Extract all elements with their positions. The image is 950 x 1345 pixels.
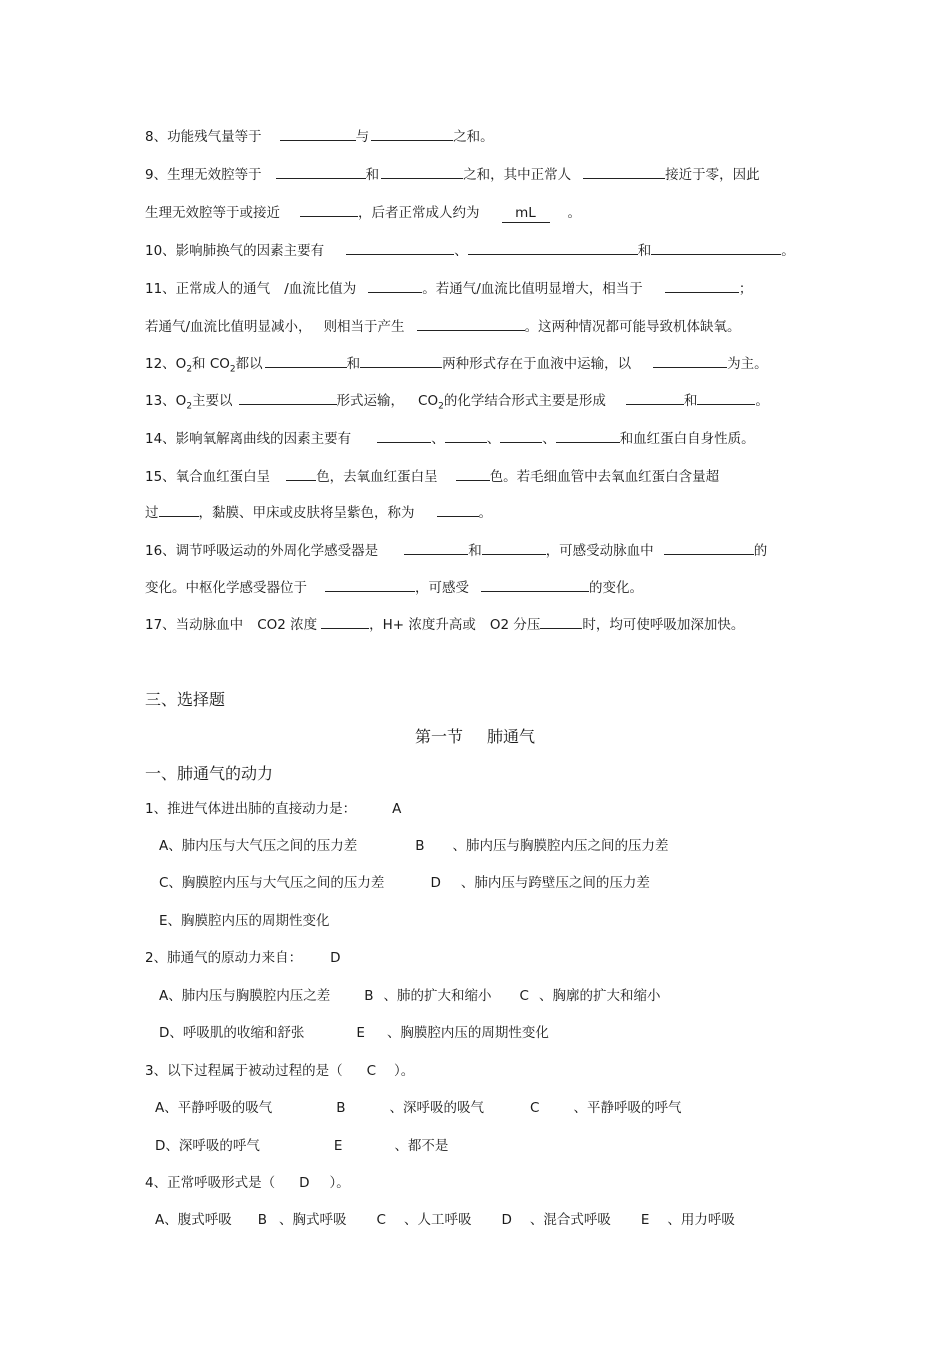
- q9-blank-4[interactable]: [300, 202, 358, 217]
- q14-blank-4[interactable]: [556, 428, 620, 443]
- question-15-cont: 过 ，黏膜、甲床或皮肤将呈紫色，称为 。: [145, 502, 492, 522]
- mcq-2-options-row1: A、肺内压与胸膜腔内压之差 B 、肺的扩大和缩小 C 、胸廓的扩大和缩小: [159, 988, 661, 1004]
- q11-blank-2[interactable]: [665, 278, 739, 293]
- answer: D: [330, 950, 341, 966]
- q12-blank-3[interactable]: [653, 353, 727, 368]
- q17-blank-1[interactable]: [321, 614, 369, 629]
- section-heading: 三、选择题: [145, 690, 226, 709]
- q9-blank-1[interactable]: [276, 164, 366, 179]
- q9-blank-3[interactable]: [583, 164, 665, 179]
- answer: D: [299, 1175, 310, 1191]
- mcq-4-stem: 4、正常呼吸形式是（ D ）。: [145, 1175, 350, 1191]
- q10-blank-1[interactable]: [346, 240, 454, 255]
- q14-blank-1[interactable]: [377, 428, 431, 443]
- q15-blank-1[interactable]: [286, 466, 316, 481]
- mcq-4-options-row1: A、腹式呼吸 B 、胸式呼吸 C 、人工呼吸 D 、混合式呼吸 E 、用力呼吸: [155, 1212, 735, 1228]
- question-13: 13、$O_2$主要以 形式运输， $CO_2$的化学结合形式主要是形成 和 。: [145, 390, 769, 416]
- question-9-cont: 生理无效腔等于或接近 ，后者正常成人约为 mL 。: [145, 202, 581, 223]
- q10-blank-3[interactable]: [651, 240, 781, 255]
- mcq-2-options-row2: D、呼吸肌的收缩和舒张 E 、胸膜腔内压的周期性变化: [159, 1025, 549, 1041]
- q9-blank-5: mL: [502, 204, 550, 223]
- question-16-cont: 变化。中枢化学感受器位于 ，可感受 的变化。: [145, 577, 643, 597]
- q16-blank-3[interactable]: [664, 540, 754, 555]
- question-14: 14、影响氧解离曲线的因素主要有 、 、 、 和血红蛋白自身性质。: [145, 428, 755, 448]
- question-8: 8、功能残气量等于 与 之和。: [145, 126, 494, 146]
- mcq-1-options-row3: E、胸膜腔内压的周期性变化: [159, 913, 330, 929]
- q13-blank-3[interactable]: [697, 390, 755, 405]
- mcq-1-stem: 1、推进气体进出肺的直接动力是： A: [145, 801, 402, 817]
- mcq-3-stem: 3、以下过程属于被动过程的是（ C ）。: [145, 1063, 415, 1079]
- question-11-cont: 若通气/血流比值明显减小， 则相当于产生 。这两种情况都可能导致机体缺氧。: [145, 316, 741, 336]
- question-16: 16、调节呼吸运动的外周化学感受器是 和 ，可感受动脉血中 的: [145, 540, 767, 560]
- q14-blank-3[interactable]: [500, 428, 542, 443]
- q12-blank-2[interactable]: [360, 353, 442, 368]
- q12-blank-1[interactable]: [265, 353, 347, 368]
- q13-blank-2[interactable]: [626, 390, 684, 405]
- question-12: 12、$O_2$和 $CO_2$都以 和 两种形式存在于血液中运输，以 为主。: [145, 353, 768, 379]
- question-10: 10、影响肺换气的因素主要有 、 和 。: [145, 240, 795, 260]
- question-15: 15、氧合血红蛋白呈 色，去氧血红蛋白呈 色。若毛细血管中去氧血红蛋白含量超: [145, 466, 719, 486]
- mcq-3-options-row2: D、深呼吸的呼气 E 、都不是: [155, 1138, 449, 1154]
- answer: C: [366, 1063, 377, 1079]
- q16-blank-1[interactable]: [404, 540, 468, 555]
- mcq-1-options-row2: C、胸膜腔内压与大气压之间的压力差 D 、肺内压与跨壁压之间的压力差: [159, 875, 650, 891]
- q11-blank-3[interactable]: [417, 316, 525, 331]
- q8-blank-1[interactable]: [280, 126, 356, 141]
- section-title: 第一节 肺通气: [414, 727, 536, 746]
- q15-blank-2[interactable]: [456, 466, 490, 481]
- q11-blank-1[interactable]: [368, 278, 422, 293]
- q16-blank-5[interactable]: [481, 577, 589, 592]
- q13-blank-1[interactable]: [239, 390, 337, 405]
- q8-blank-2[interactable]: [371, 126, 453, 141]
- q10-blank-2[interactable]: [468, 240, 638, 255]
- question-17: 17、当动脉血中 CO2 浓度 ，H+ 浓度升高或 O2 分压 时，均可使呼吸加深加快。: [145, 614, 744, 634]
- question-9: 9、生理无效腔等于 和 之和，其中正常人 接近于零，因此: [145, 164, 760, 184]
- q15-blank-3[interactable]: [159, 502, 199, 517]
- mcq-3-options-row1: A、平静呼吸的吸气 B 、深呼吸的吸气 C 、平静呼吸的呼气: [155, 1100, 682, 1116]
- q14-blank-2[interactable]: [445, 428, 487, 443]
- mcq-1-options-row1: A、肺内压与大气压之间的压力差 B 、肺内压与胸膜腔内压之间的压力差: [159, 838, 669, 854]
- q17-blank-2[interactable]: [540, 614, 582, 629]
- question-11: 11、正常成人的通气 /血流比值为 。若通气/血流比值明显增大，相当于 ；: [145, 278, 752, 298]
- answer: A: [392, 801, 402, 817]
- q15-blank-4[interactable]: [437, 502, 479, 517]
- q8-text: 8、功能残气量等于: [145, 129, 262, 145]
- subsection-heading: 一、肺通气的动力: [145, 764, 274, 783]
- q16-blank-2[interactable]: [482, 540, 546, 555]
- q9-blank-2[interactable]: [381, 164, 463, 179]
- q16-blank-4[interactable]: [325, 577, 415, 592]
- mcq-2-stem: 2、肺通气的原动力来自： D: [145, 950, 341, 966]
